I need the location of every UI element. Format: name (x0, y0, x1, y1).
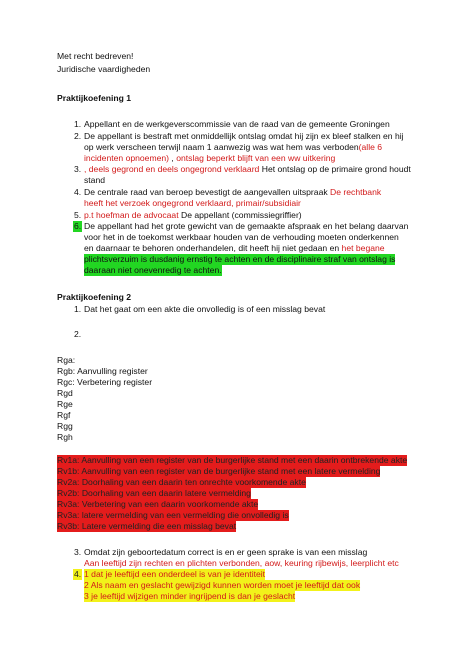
doc-title: Met recht bedreven! (57, 51, 134, 61)
section1-heading: Praktijkoefening 1 (57, 93, 132, 103)
item-number-highlighted: 6. (74, 221, 82, 231)
rg-list-item: Rge (57, 399, 73, 409)
rg-list-item: Rga: (57, 355, 76, 365)
item-text-part: De centrale raad van beroep bevestigt de aangevallen uitspraak (84, 187, 331, 197)
item-text (84, 210, 302, 221)
item-annotation: , deels gegrond en deels ongegrond verklaard (84, 164, 260, 174)
item-text: Omdat zijn geboortedatum correct is en er geen sprake is van een misslag (84, 547, 368, 557)
rg-list-item: Rgc: Verbetering register (57, 377, 153, 387)
rv-list-item: Rv3b: Latere vermelding die een misslag bevat (57, 521, 237, 531)
item-text: stand (84, 175, 106, 185)
item-text: Dat het gaat om een akte die onvolledig is of een misslag bevat (84, 304, 326, 314)
item-text: voor het in de toekomst werkbaar houden van de verhouding moeten onderkennen (84, 232, 399, 242)
item-number: 1. (74, 119, 82, 129)
rg-list-item: Rgf (57, 410, 71, 420)
rg-list-item: Rgh (57, 432, 73, 442)
item-text-part: Het ontslag op de primaire grond houdt (259, 164, 411, 174)
rv-list-item: Rv3a: latere vermelding van een vermelding die onvolledig is (57, 510, 289, 520)
item-text-part: op werk verscheen terwijl naam 1 aanwezig was wat hem was verboden (84, 142, 359, 152)
item-annotation: het begane (341, 243, 385, 253)
rv-list-item: Rv1a: Aanvulling van een register van de burgerlijke stand met een daarin ontbrekende akte (57, 455, 408, 465)
item-number: 2. (74, 329, 82, 339)
section2-heading: Praktijkoefening 2 (57, 292, 132, 302)
item-text: De appellant had het grote gewicht van de gemaakte afspraak en het belang daarvan (84, 221, 409, 231)
item-annotation: Aan leeftijd zijn rechten en plichten verbonden, aow, keuring rijbewijs, leerplicht etc (84, 558, 399, 568)
item-annotation: ontslag beperkt blijft van een ww uitkering (176, 153, 336, 163)
rg-list-item: Rgd (57, 388, 73, 398)
item-number: 1. (74, 304, 82, 314)
item-text (84, 142, 382, 153)
doc-subtitle: Juridische vaardigheden (57, 64, 151, 74)
item-text (84, 153, 335, 164)
highlighted-text: 3 je leeftijd wijzigen minder ingrijpend is dan je geslacht (84, 591, 296, 601)
highlighted-text: 2 Als naam en geslacht gewijzigd kunnen worden moet je leeftijd dat ook (84, 580, 361, 590)
item-text-part: , (169, 153, 177, 163)
item-annotation: incidenten opnoemen) (84, 153, 170, 163)
item-number: 4. (74, 187, 82, 197)
item-text-part: en daarnaar te behoren onderhandelen, dit heeft hij niet gedaan en (84, 243, 342, 253)
item-text (84, 164, 411, 175)
item-annotation: heeft het verzoek ongegrond verklaard, primair/subsidiair (84, 198, 301, 208)
item-text: De appellant is bestraft met onmiddellijk ontslag omdat hij zijn ex bleef stalken en hij (84, 131, 404, 141)
item-number: 2. (74, 131, 82, 141)
item-annotation: (alle 6 (358, 142, 383, 152)
rv-list-item: Rv1b: Aanvulling van een register van de burgerlijke stand met een latere vermelding (57, 466, 381, 476)
item-text-part: De appellant (commissiegriffier) (178, 210, 302, 220)
item-text: Appellant en de werkgeverscommissie van de raad van de gemeente Groningen (84, 119, 390, 129)
rv-list-item: Rv3a: Verbetering van een daarin voorkomende akte (57, 499, 259, 509)
item-annotation: p.t hoefman de advocaat (84, 210, 179, 220)
highlighted-text: plichtsverzuim is dusdanig ernstig te achten en de disciplinaire straf van ontslag is (84, 254, 396, 264)
rg-list-item: Rgg (57, 421, 73, 431)
rg-list-item: Rgb: Aanvulling register (57, 366, 148, 376)
item-text (84, 187, 381, 198)
item-text (84, 243, 385, 254)
rv-list-item: Rv2a: Doorhaling van een daarin ten onrechte voorkomende akte (57, 477, 306, 487)
item-number: 3. (74, 547, 82, 557)
rv-list-item: Rv2b: Doorhaling van een daarin latere vermelding (57, 488, 251, 498)
item-number: 3. (74, 164, 82, 174)
highlighted-text: 1 dat je leeftijd een onderdeel is van je identiteit (84, 569, 266, 579)
item-number: 5. (74, 210, 82, 220)
item-annotation: De rechtbank (330, 187, 382, 197)
highlighted-text: daaraan niet onevenredig te achten. (84, 265, 222, 275)
item-number-highlighted: 4. (74, 569, 82, 579)
